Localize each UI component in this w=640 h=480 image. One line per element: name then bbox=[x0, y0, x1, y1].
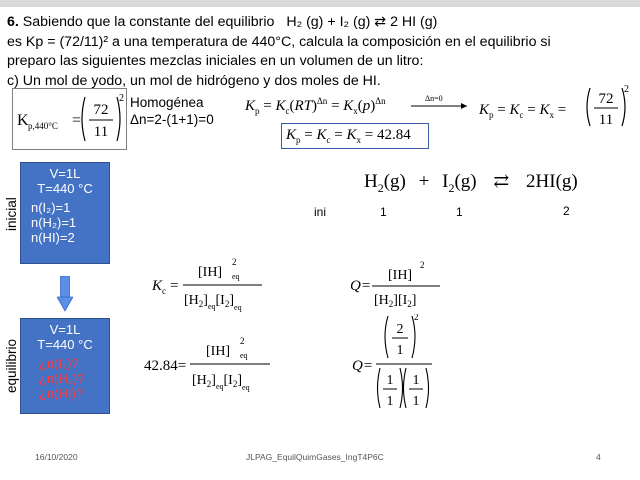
problem-line-1: Sabiendo que la constante del equilibrio bbox=[22, 14, 275, 30]
product-hi: 2HI(g) bbox=[526, 171, 578, 192]
ini-h2: 1 bbox=[380, 205, 387, 219]
kc-subscript: c bbox=[162, 286, 166, 296]
left-paren bbox=[82, 97, 85, 141]
equilibrium-n-h2: ¿n(H₂)? bbox=[39, 371, 85, 386]
right-paren bbox=[412, 316, 415, 358]
kp-formula bbox=[13, 89, 126, 149]
equilibrium-n-i2: ¿n(I₂)? bbox=[39, 356, 79, 371]
arrow-label: Δn=0 bbox=[425, 94, 443, 103]
numerator-exponent: 2 bbox=[232, 257, 237, 267]
ini-i2: 1 bbox=[456, 205, 463, 219]
problem-line-3: preparo las siguientes mezclas iniciales en un volumen de un litro: bbox=[7, 53, 424, 69]
numerator-exponent: 2 bbox=[240, 336, 245, 346]
q-den2-bottom: 1 bbox=[412, 394, 420, 409]
reaction-equation bbox=[364, 170, 578, 196]
q-expression bbox=[348, 256, 448, 316]
kp-chain-expression: $K_p = K_c(RT)^{\Delta n} = K_x(p)^{\Delta n}$ bbox=[245, 96, 386, 116]
equilibrium-volume: V=1L bbox=[49, 322, 81, 337]
q-numerator-exponent: 2 bbox=[420, 260, 425, 270]
numerator-eq: eq bbox=[240, 351, 248, 360]
kp-subscript: p,440°C bbox=[28, 121, 58, 131]
equilibrium-arrow-icon: ⇄ bbox=[493, 171, 510, 192]
q-den2-top: 1 bbox=[412, 373, 420, 388]
kp-denominator: 11 bbox=[93, 124, 109, 140]
boxed-result bbox=[281, 123, 429, 149]
initial-temperature: T=440 °C bbox=[37, 181, 93, 196]
reactant-h2: $H_2(g)$ bbox=[364, 171, 406, 195]
left-paren bbox=[404, 368, 407, 408]
ini-label: ini bbox=[314, 205, 327, 219]
q-num-top: 2 bbox=[396, 322, 404, 337]
left-paren bbox=[378, 368, 381, 408]
q-numeric-label: Q= bbox=[352, 358, 373, 374]
kp-symbol: K bbox=[17, 112, 29, 129]
kc-denominator: $[H_2]_{eq}[I_2]_{eq}$ bbox=[184, 293, 242, 312]
q-denominator: $[H_2][I_2]$ bbox=[374, 293, 417, 309]
kc-symbol: K bbox=[152, 278, 163, 294]
initial-volume: V=1L bbox=[49, 166, 81, 181]
initial-side-label: inicial bbox=[4, 197, 19, 231]
ini-hi: 2 bbox=[563, 204, 570, 218]
q-num-exponent: 2 bbox=[414, 314, 419, 322]
q-den1-top: 1 bbox=[386, 373, 394, 388]
kc-value-numerator: [IH] bbox=[206, 344, 231, 359]
plus-sign: + bbox=[418, 171, 430, 192]
kc-value-denominator: $[H_2]_{eq}[I_2]_{eq}$ bbox=[192, 373, 250, 392]
delta-n: Δn=2-(1+1)=0 bbox=[130, 112, 214, 127]
equals-sign: = bbox=[170, 278, 179, 294]
boxed-result-text: $K_p = K_c = K_x = 42.84$ bbox=[286, 127, 411, 145]
q-numerator: [IH] bbox=[388, 268, 413, 283]
reactant-i2: $I_2(g)$ bbox=[442, 171, 477, 195]
problem-reaction: H₂ (g) + I₂ (g) ⇄ 2 HI (g) bbox=[286, 14, 438, 30]
right-paren bbox=[426, 368, 429, 408]
kc-value-lhs: 42.84= bbox=[144, 358, 187, 374]
equilibrium-unknowns bbox=[21, 352, 109, 401]
initial-n-h2: n(H₂)=1 bbox=[31, 215, 77, 230]
left-paren bbox=[587, 88, 590, 126]
footer-date: 16/10/2020 bbox=[35, 452, 78, 462]
equilibrium-state-box bbox=[20, 318, 110, 414]
chain-denominator: 11 bbox=[598, 112, 614, 128]
q-label: Q= bbox=[350, 278, 371, 294]
problem-line-2: es Kp = (72/11)² a una temperatura de 440°C, calcula la composición en el equilibrio si bbox=[7, 33, 551, 50]
q-numeric-expression bbox=[352, 314, 452, 410]
numerator-eq: eq bbox=[232, 272, 240, 281]
kc-numerator: [IH] bbox=[198, 265, 223, 280]
equals-sign: = bbox=[72, 112, 82, 129]
implies-arrowhead bbox=[461, 103, 467, 109]
q-den1-bottom: 1 bbox=[386, 394, 394, 409]
kp-exponent: 2 bbox=[119, 93, 124, 104]
equilibrium-side-label: equilibrio bbox=[4, 338, 19, 393]
initial-n-i2: n(I₂)=1 bbox=[31, 200, 71, 215]
homogeneous-title: Homogénea bbox=[130, 95, 204, 110]
footer-page-number: 4 bbox=[596, 452, 601, 462]
homogeneous-note bbox=[130, 94, 214, 128]
kc-value-expression bbox=[144, 328, 284, 396]
top-bar bbox=[0, 0, 640, 7]
initial-state-box bbox=[20, 162, 110, 264]
q-num-bottom: 1 bbox=[396, 343, 404, 358]
problem-number: 6. bbox=[7, 14, 19, 30]
chain-numerator: 72 bbox=[598, 91, 614, 107]
left-paren bbox=[385, 316, 388, 358]
equilibrium-n-hi: ¿n(HI)? bbox=[39, 386, 84, 401]
kc-expression bbox=[150, 252, 280, 320]
right-paren bbox=[400, 368, 403, 408]
initial-moles bbox=[21, 196, 109, 245]
kp-chain-result: $K_p = K_c = K_x$ = bbox=[479, 102, 567, 120]
down-arrow-icon bbox=[57, 276, 73, 312]
kp-value-box bbox=[12, 88, 127, 150]
chain-exponent: 2 bbox=[624, 84, 629, 95]
problem-statement bbox=[7, 13, 633, 91]
equilibrium-temperature: T=440 °C bbox=[37, 337, 93, 352]
kp-numerator: 72 bbox=[93, 102, 109, 118]
problem-line-4: c) Un mol de yodo, un mol de hidrógeno y dos moles de HI. bbox=[7, 72, 381, 89]
footer-filename: JLPAG_EquilQuimGases_IngT4P6C bbox=[246, 452, 384, 462]
initial-n-hi: n(HI)=2 bbox=[31, 230, 75, 245]
